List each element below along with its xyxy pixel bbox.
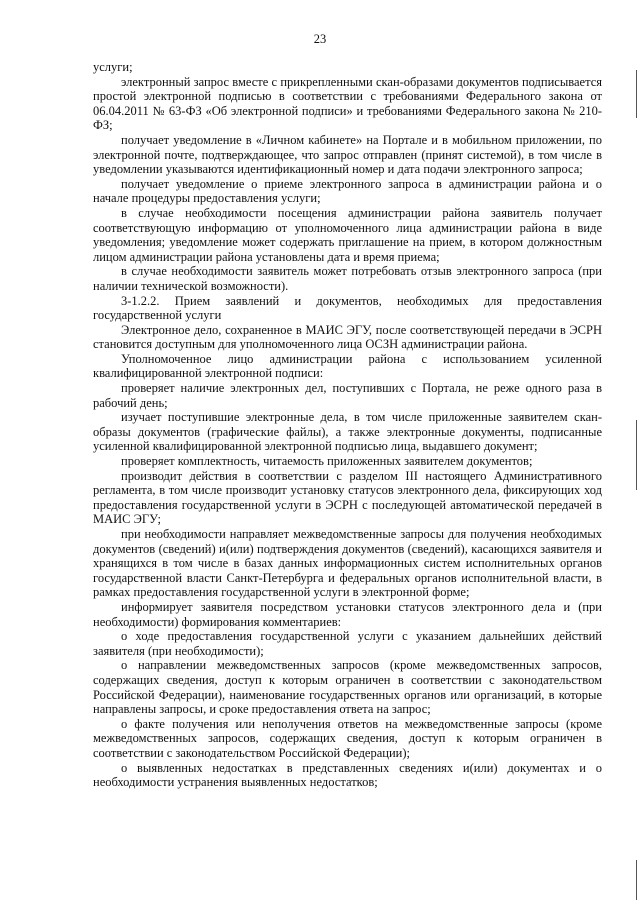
- paragraph: получает уведомление в «Личном кабинете» на Портале и в мобильном приложении, по электронной почте, подтверждающее, что запрос отправлен (принят системой), в том числе в уведомлении указываются идентификационный номер и дата подачи электронного запроса;: [93, 132, 602, 177]
- paragraph: информирует заявителя посредством установки статусов электронного дела и (при необходимости) формирования комментариев:: [93, 599, 602, 629]
- document-body: [93, 60, 602, 790]
- page-number: 23: [313, 32, 327, 46]
- scan-edge-mark: [636, 420, 637, 490]
- paragraph: проверяет наличие электронных дел, поступивших с Портала, не реже одного раза в рабочий день;: [93, 381, 602, 410]
- paragraph: производит действия в соответствии с разделом III настоящего Административного регламента, в том числе производит установку статусов электронного дела, фиксирующих ход предоставления государственной услуги в ЭСРН с последующей автоматической передачей в МАИС ЭГУ;: [93, 468, 602, 527]
- scan-edge-mark: [636, 860, 637, 900]
- paragraph: получает уведомление о приеме электронного запроса в администрации района и о начале процедуры предоставления услуги;: [93, 176, 602, 206]
- paragraph: в случае необходимости заявитель может потребовать отзыв электронного запроса (при наличии технической возможности).: [93, 264, 602, 293]
- paragraph: в случае необходимости посещения администрации района заявитель получает соответствующую информацию от уполномоченного лица администрации района в виде уведомления; уведомление может содержать приглашение на прием, в котором должностным лицом администрации района установлены дата и время приема;: [93, 205, 602, 264]
- scan-edge-mark: [636, 70, 637, 118]
- paragraph: изучает поступившие электронные дела, в том числе приложенные заявителем скан-образы документов (графические файлы), а также электронные документы, подписанные усиленной квалифицированной электронной подписью лица, выдавшего документ;: [93, 410, 602, 454]
- section-heading: 3-1.2.2. Прием заявлений и документов, необходимых для предоставления государственной услуги: [93, 293, 602, 323]
- paragraph: электронный запрос вместе с прикрепленными скан-образами документов подписывается простой электронной подписью в соответствии с требованиями Федерального закона от 06.04.2011 № 63-ФЗ «Об электронной подписи» и требованиями Федерального закона № 210-ФЗ;: [93, 74, 602, 133]
- paragraph: о выявленных недостатках в представленных сведениях и(или) документах и о необходимости устранения выявленных недостатков;: [93, 760, 602, 790]
- paragraph: о факте получения или неполучения ответов на межведомственные запросы (кроме межведомственных запросов, содержащих сведения, доступ к которым ограничен в соответствии с законодательством Российской Федерации);: [93, 716, 602, 760]
- paragraph: проверяет комплектность, читаемость приложенных заявителем документов;: [121, 454, 533, 469]
- paragraph: о направлении межведомственных запросов (кроме межведомственных запросов, содержащих сведения, доступ к которым ограничен в соответствии с законодательством Российской Федерации), наименование государственных органов или организаций, в которые направлены запросы, и сроке предоставления ответа на запрос;: [93, 658, 602, 717]
- paragraph: при необходимости направляет межведомственные запросы для получения необходимых документов (сведений) и(или) подтверждения документов (сведений), касающихся заявителя и хранящихся в том числе в базах данных информационных систем исполнительных органов государственной власти Санкт-Петербурга и федеральных органов исполнительной власти, в рамках предоставления государственной услуги в электронной форме;: [93, 527, 602, 600]
- paragraph: Уполномоченное лицо администрации района с использованием усиленной квалифицированной электронной подписи:: [93, 351, 602, 381]
- paragraph: о ходе предоставления государственной услуги с указанием дальнейших действий заявителя (при необходимости);: [93, 629, 602, 658]
- paragraph: Электронное дело, сохраненное в МАИС ЭГУ, после соответствующей передачи в ЭСРН становится доступным для уполномоченного лица ОСЗН администрации района.: [93, 322, 602, 352]
- paragraph: услуги;: [93, 60, 133, 74]
